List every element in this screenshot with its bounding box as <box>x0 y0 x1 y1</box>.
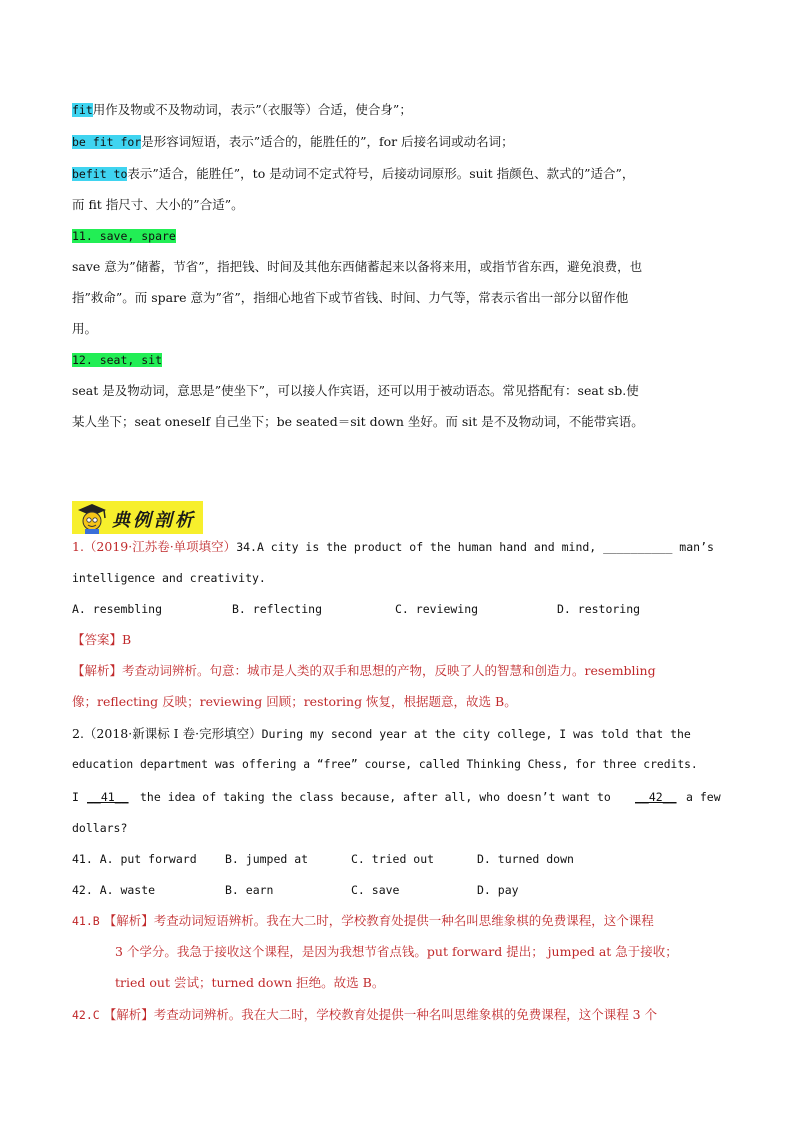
q41-option-b: B. jumped at <box>225 852 309 866</box>
para-11-line-3: 用。 <box>72 321 98 336</box>
q1-answer: 【答案】B <box>72 632 132 647</box>
fit-line <box>72 100 412 120</box>
heading-12: 12. seat, sit <box>72 353 163 367</box>
befit-line <box>72 164 634 184</box>
q1-stem-line-1: 1.（2019·江苏卷·单项填空）34.A city is the product of the human hand and mind, __________ man’s <box>72 539 714 554</box>
q1-stem-line-2: intelligence and creativity. <box>72 571 266 585</box>
a42-head: 42.C <box>72 1008 100 1022</box>
para-12-line-1: seat 是及物动词，意思是”使坐下”，可以接人作宾语，还可以用于被动语态。常见搭配有：seat sb.使 <box>72 383 639 398</box>
be-fit-for-line <box>72 132 514 152</box>
heading-11: 11. save, spare <box>72 229 176 243</box>
a41-label: 【解析】 <box>103 913 154 928</box>
blank-42: __42__ <box>635 790 677 804</box>
a41-line-1: 41.B 【解析】考查动词短语辨析。我在大二时，学校教育处提供一种名叫思维象棋的免费课程，这个课程 <box>72 913 654 928</box>
a42-line-1: 42.C 【解析】考查动词辨析。我在大二时，学校教育处提供一种名叫思维象棋的免费课程，这个课程 3 个 <box>72 1007 658 1022</box>
para-11-line-2: 指”救命”。而 spare 意为”省”，指细心地省下或节省钱、时间、力气等，常表示省出一部分以留作他 <box>72 290 629 305</box>
q2-source: 2.（2018·新课标 I 卷·完形填空） <box>72 726 262 741</box>
q42-option-a: 42. A. waste <box>72 883 156 897</box>
term-fit: fit <box>72 103 93 117</box>
q41-option-c: C. tried out <box>351 852 435 866</box>
a42-label: 【解析】 <box>103 1007 154 1022</box>
para-12-line-2: 某人坐下；seat oneself 自己坐下；be seated＝sit down 坐好。而 sit 是不及物动词，不能带宾语。 <box>72 414 644 429</box>
q42-option-c: C. save <box>351 883 400 897</box>
q41-option-d: D. turned down <box>477 852 574 866</box>
blank-41: __41__ <box>87 790 129 804</box>
banner-title: 典例剖析 <box>112 510 196 531</box>
befit-line-2: 而 fit 指尺寸、大小的”合适”。 <box>72 197 244 212</box>
q41-option-a: 41. A. put forward <box>72 852 197 866</box>
q1-analysis-label: 【解析】 <box>72 663 123 678</box>
q42-option-d: D. pay <box>477 883 519 897</box>
a41-head: 41.B <box>72 914 100 928</box>
q1-option-c: C. reviewing <box>395 602 479 616</box>
befit-explanation: 表示”适合，能胜任”，to 是动词不定式符号，后接动词原形。suit 指颜色、款式的”适合”， <box>127 166 635 181</box>
para-11-line-1: save 意为”储蓄，节省”，指把钱、时间及其他东西储蓄起来以备将来用，或指节省东西，避免浪费，也 <box>72 259 643 274</box>
q1-analysis-line-1: 【解析】考查动词辨析。句意：城市是人类的双手和思想的产物，反映了人的智慧和创造力。resembling <box>72 663 656 678</box>
be-fit-for-explanation: 是形容词短语，表示”适合的，能胜任的”，for 后接名词或动名词； <box>141 134 514 149</box>
fit-explanation: 用作及物或不及物动词，表示”（衣服等）合适，使合身”； <box>92 102 412 117</box>
q2-stem-line-2: education department was offering a “free” course, called Thinking Chess, for three credits. <box>72 758 698 771</box>
q1-option-b: B. reflecting <box>232 602 323 616</box>
q1-analysis-line-2: 像；reflecting 反映；reviewing 回顾；restoring 恢复，根据题意，故选 B。 <box>72 694 517 709</box>
q42-option-b: B. earn <box>225 883 274 897</box>
scholar-icon <box>74 502 110 534</box>
q1-option-a: A. resembling <box>72 602 163 616</box>
term-befit-to: befit to <box>72 167 128 181</box>
section-banner <box>72 501 203 534</box>
q2-stem-line-4: dollars? <box>72 821 128 835</box>
q2-stem-line-1: 2.（2018·新课标 I 卷·完形填空）During my second year at the city college, I was told that the <box>72 726 691 741</box>
q1-source: 1.（2019·江苏卷·单项填空） <box>72 539 237 554</box>
a41-line-3: tried out 尝试；turned down 拒绝。故选 B。 <box>115 975 385 990</box>
term-be-fit-for: be fit for <box>72 135 142 149</box>
q1-option-d: D. restoring <box>557 602 641 616</box>
a41-line-2: 3 个学分。我急于接收这个课程，是因为我想节省点钱。put forward 提出； jumped at 急于接收； <box>115 944 678 959</box>
